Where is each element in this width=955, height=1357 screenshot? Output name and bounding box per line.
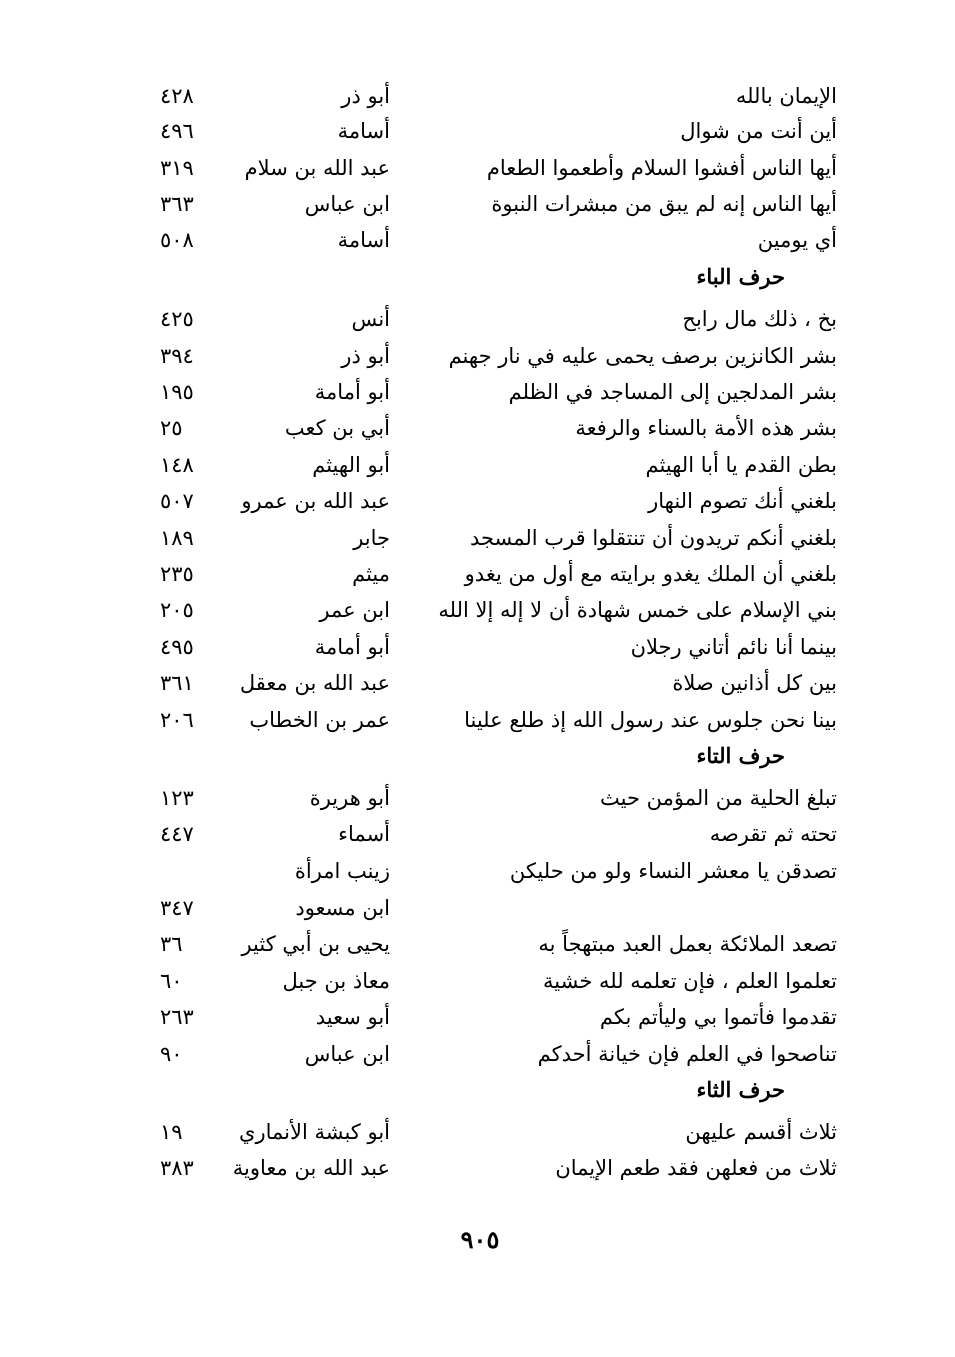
page-reference: ٣٩٤: [160, 344, 194, 368]
page-reference: ١٨٩: [160, 526, 194, 550]
index-entry: [0, 702, 955, 738]
index-entry: [0, 853, 955, 889]
page-reference: ٥٠٨: [160, 228, 194, 252]
index-entry: [0, 78, 955, 114]
hadith-text: بلغني أنك تصوم النهار: [648, 489, 837, 513]
page-reference: ٢٥: [160, 416, 183, 440]
hadith-text: تبلغ الحلية من المؤمن حيث: [600, 786, 837, 810]
narrator-name: ميثم: [352, 562, 390, 586]
index-entry: [0, 186, 955, 222]
hadith-text: بشر المدلجين إلى المساجد في الظلم: [508, 380, 837, 404]
index-entry: [0, 520, 955, 556]
narrator-name: أبو أمامة: [314, 380, 390, 404]
hadith-text: تناصحوا في العلم فإن خيانة أحدكم: [537, 1042, 837, 1066]
narrator-name: عبد الله بن معاوية: [232, 1156, 390, 1180]
narrator-name: أسماء: [338, 822, 390, 846]
page-reference: ٣٦: [160, 932, 183, 956]
index-entry: [0, 963, 955, 999]
index-entry: [0, 665, 955, 701]
index-entry: [0, 447, 955, 483]
hadith-text: الإيمان بالله: [735, 84, 837, 108]
narrator-name: أسامة: [337, 119, 390, 143]
index-entry: [0, 410, 955, 446]
page-reference: ٣٤٧: [160, 896, 194, 920]
hadith-text: بين كل أذانين صلاة: [672, 671, 837, 695]
page-reference: ١٤٨: [160, 453, 194, 477]
hadith-text: بينا نحن جلوس عند رسول الله إذ طلع علينا: [464, 708, 837, 732]
narrator-name: ابن عباس: [304, 192, 390, 216]
page-reference: ٢٦٣: [160, 1005, 194, 1029]
index-entry: [0, 999, 955, 1035]
page-number: ٩٠٥: [460, 1225, 500, 1254]
index-entry: [0, 150, 955, 186]
narrator-name: عبد الله بن سلام: [244, 156, 390, 180]
hadith-text: بني الإسلام على خمس شهادة أن لا إله إلا الله: [438, 598, 837, 622]
hadith-text: بلغني أنكم تريدون أن تنتقلوا قرب المسجد: [469, 526, 837, 550]
index-entry: [0, 816, 955, 852]
index-entry: [0, 890, 955, 926]
page-reference: ٤٢٥: [160, 307, 194, 331]
narrator-name: جابر: [353, 526, 390, 550]
hadith-text: تصعد الملائكة بعمل العبد مبتهجاً به: [538, 932, 837, 956]
hadith-text: بينما أنا نائم أتاني رجلان: [630, 635, 837, 659]
section-heading: [0, 259, 955, 295]
hadith-text: تعلموا العلم ، فإن تعلمه لله خشية: [543, 969, 837, 993]
hadith-text: ثلاث أقسم عليهن: [685, 1120, 837, 1144]
page-reference: ٣٦١: [160, 671, 194, 695]
narrator-name: أنس: [351, 307, 390, 331]
page-reference: ٦٠: [160, 969, 183, 993]
index-entry: [0, 556, 955, 592]
hadith-text: أيها الناس إنه لم يبق من مبشرات النبوة: [491, 192, 837, 216]
page-reference: ٤٩٦: [160, 119, 194, 143]
hadith-text: بشر الكانزين برصف يحمى عليه في نار جهنم: [448, 344, 837, 368]
index-entry: [0, 222, 955, 258]
hadith-text: أين أنت من شوال: [680, 119, 837, 143]
index-entry: [0, 1036, 955, 1072]
narrator-name: أبو أمامة: [314, 635, 390, 659]
page-reference: ١٩٥: [160, 380, 194, 404]
index-entry: [0, 113, 955, 149]
narrator-name: عبد الله بن عمرو: [241, 489, 390, 513]
index-entry: [0, 483, 955, 519]
hadith-text: أي يومين: [757, 228, 837, 252]
hadith-text: تصدقن يا معشر النساء ولو من حليكن: [509, 859, 837, 883]
hadith-text: بخ ، ذلك مال رابح: [682, 307, 837, 331]
narrator-name: معاذ بن جبل: [282, 969, 390, 993]
page-reference: ١٢٣: [160, 786, 194, 810]
narrator-name: أبو هريرة: [309, 786, 390, 810]
hadith-text: ثلاث من فعلهن فقد طعم الإيمان: [555, 1156, 837, 1180]
section-heading: [0, 1072, 955, 1108]
page-reference: ٣٦٣: [160, 192, 194, 216]
hadith-text: تحته ثم تقرصه: [709, 822, 837, 846]
section-heading: [0, 738, 955, 774]
index-entry: [0, 926, 955, 962]
page-reference: ٢٣٥: [160, 562, 194, 586]
index-entry: [0, 338, 955, 374]
narrator-name: يحيى بن أبي كثير: [241, 932, 390, 956]
narrator-name: أبو كبشة الأنماري: [239, 1120, 390, 1144]
hadith-text: أيها الناس أفشوا السلام وأطعموا الطعام: [486, 156, 837, 180]
page-reference: ١٩: [160, 1120, 183, 1144]
page-reference: ٥٠٧: [160, 489, 194, 513]
hadith-text: بطن القدم يا أبا الهيثم: [645, 453, 837, 477]
page-reference: ٩٠: [160, 1042, 183, 1066]
page-reference: ٤٢٨: [160, 84, 194, 108]
hadith-text: بلغني أن الملك يغدو برايته مع أول من يغدو: [464, 562, 837, 586]
index-entry: [0, 1150, 955, 1186]
page-reference: ٣١٩: [160, 156, 194, 180]
narrator-name: أبو ذر: [341, 84, 390, 108]
page-reference: ٢٠٦: [160, 708, 194, 732]
narrator-name: أبو ذر: [341, 344, 390, 368]
page-reference: ٢٠٥: [160, 598, 194, 622]
index-entry: [0, 592, 955, 628]
narrator-name: عبد الله بن معقل: [239, 671, 390, 695]
narrator-name: أبو الهيثم: [312, 453, 390, 477]
page-reference: ٤٤٧: [160, 822, 194, 846]
hadith-text: تقدموا فأتموا بي وليأتم بكم: [599, 1005, 837, 1029]
index-entry: [0, 1114, 955, 1150]
index-entry: [0, 629, 955, 665]
narrator-name: ابن عمر: [319, 598, 390, 622]
narrator-name: أسامة: [337, 228, 390, 252]
narrator-name: ابن عباس: [304, 1042, 390, 1066]
index-entry: [0, 301, 955, 337]
hadith-text: بشر هذه الأمة بالسناء والرفعة: [575, 416, 837, 440]
index-entry: [0, 780, 955, 816]
narrator-name: زينب امرأة: [294, 859, 390, 883]
page-reference: ٣٨٣: [160, 1156, 194, 1180]
page-reference: ٤٩٥: [160, 635, 194, 659]
narrator-name: أبو سعيد: [315, 1005, 390, 1029]
narrator-name: ابن مسعود: [295, 896, 390, 920]
index-entry: [0, 374, 955, 410]
narrator-name: أبي بن كعب: [284, 416, 390, 440]
narrator-name: عمر بن الخطاب: [249, 708, 390, 732]
section-heading-text: حرف التاء: [696, 743, 785, 768]
section-heading-text: حرف الثاء: [696, 1077, 785, 1102]
section-heading-text: حرف الباء: [696, 264, 785, 289]
